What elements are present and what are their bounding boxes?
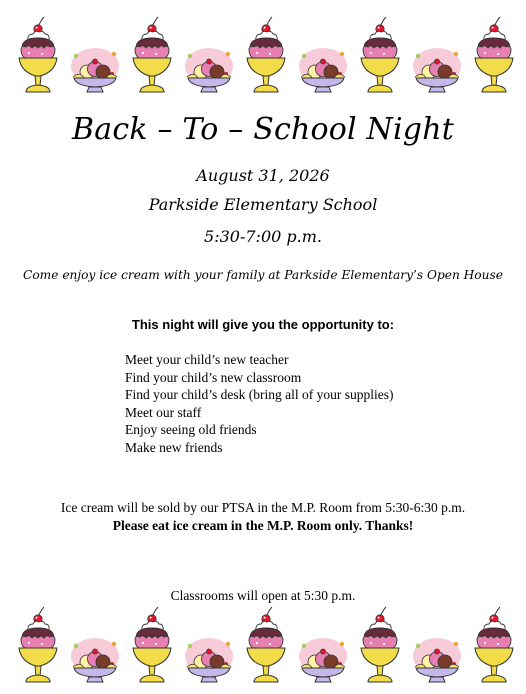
ice-cream-sale-note: Ice cream will be sold by our PTSA in the M.P. Room from 5:30-6:30 p.m.	[60, 500, 466, 515]
list-item: Find your child’s desk (bring all of your supplies)	[125, 387, 394, 403]
banana-split-icon	[298, 44, 348, 94]
banana-split-icon	[184, 634, 234, 684]
bottom-decorative-border	[18, 602, 514, 684]
event-time: 5:30-7:00 p.m.	[204, 227, 322, 246]
sundae-icon	[132, 14, 172, 94]
sundae-icon	[132, 604, 172, 684]
sundae-icon	[246, 604, 286, 684]
event-date: August 31, 2026	[196, 166, 330, 185]
top-decorative-border	[18, 12, 514, 94]
sundae-icon	[360, 14, 400, 94]
banana-split-icon	[70, 634, 120, 684]
list-item: Meet our staff	[125, 404, 202, 420]
school-name: Parkside Elementary School	[148, 195, 378, 214]
ice-cream-rule-note: Please eat ice cream in the M.P. Room only. Thanks!	[112, 518, 414, 533]
list-item: Find your child’s new classroom	[125, 369, 302, 385]
banana-split-icon	[184, 44, 234, 94]
invitation-text: Come enjoy ice cream with your family at Parkside Elementary’s Open House	[23, 268, 503, 282]
banana-split-icon	[298, 634, 348, 684]
banana-split-icon	[412, 44, 462, 94]
opportunity-list	[125, 351, 393, 457]
sundae-icon	[18, 14, 58, 94]
sundae-icon	[360, 604, 400, 684]
banana-split-icon	[70, 44, 120, 94]
list-item: Make new friends	[125, 439, 223, 455]
list-item: Enjoy seeing old friends	[125, 422, 257, 438]
opportunity-heading: This night will give you the opportunity to:	[131, 317, 395, 332]
sundae-icon	[474, 604, 514, 684]
classrooms-note: Classrooms will open at 5:30 p.m.	[170, 588, 356, 603]
banana-split-icon	[412, 634, 462, 684]
list-item: Meet your child’s new teacher	[125, 352, 289, 367]
page-title: Back – To – School Night	[72, 112, 454, 147]
sundae-icon	[474, 14, 514, 94]
sundae-icon	[246, 14, 286, 94]
sundae-icon	[18, 604, 58, 684]
